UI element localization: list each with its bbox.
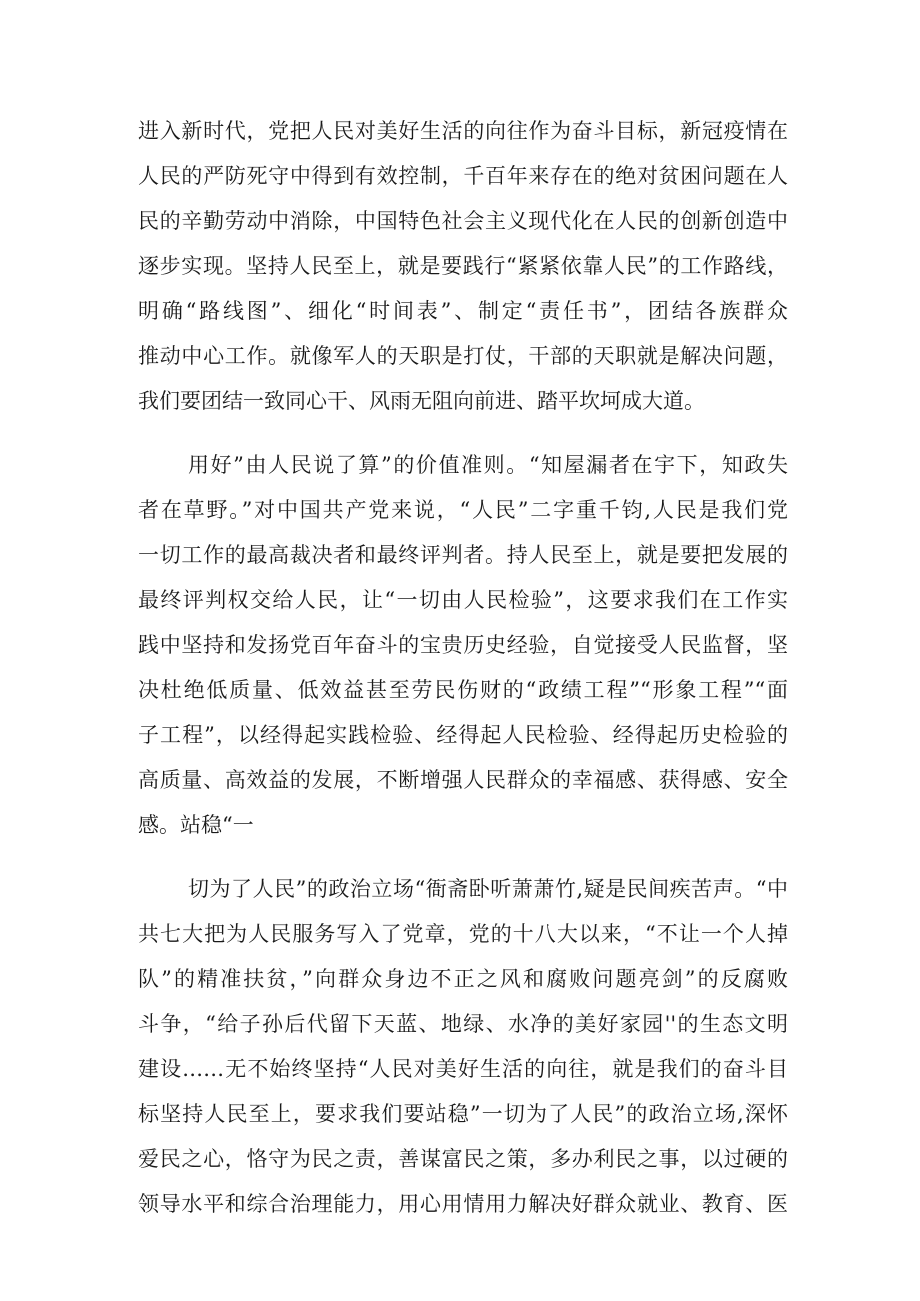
text-line: 斗争，“给子孙后代留下天蓝、地绿、水净的美好家园''的生态文明: [138, 1012, 788, 1036]
text-line: 民的辛勤劳动中消除，中国特色社会主义现代化在人民的创新创造中: [138, 209, 788, 233]
text-line: 切为了人民”的政治立场“衙斋卧听萧萧竹,疑是民间疾苦声。“中: [188, 877, 788, 901]
text-line: 者在草野。”对中国共产党来说，“人民”二字重千钧,人民是我们党: [138, 498, 788, 522]
text-line: 决杜绝低质量、低效益甚至劳民伤财的“政绩工程”“形象工程”“面: [138, 678, 788, 702]
text-line: 建设……无不始终坚持“人民对美好生活的向往，就是我们的奋斗目: [138, 1057, 788, 1081]
text-line: 子工程”，以经得起实践检验、经得起人民检验、经得起历史检验的: [138, 723, 788, 747]
text-line: 高质量、高效益的发展，不断增强人民群众的幸福感、获得感、安全: [138, 768, 788, 792]
text-line: 爱民之心，恪守为民之责，善谋富民之策，多办利民之事，以过硬的: [138, 1147, 788, 1171]
text-line: 人民的严防死守中得到有效控制，千百年来存在的绝对贫困问题在人: [138, 164, 788, 188]
text-line: 标坚持人民至上，要求我们要站稳”一切为了人民”的政治立场,深怀: [138, 1102, 788, 1126]
text-line: 推动中心工作。就像军人的天职是打仗，干部的天职就是解决问题，: [138, 344, 788, 368]
text-line: 最终评判权交给人民，让“一切由人民检验”，这要求我们在工作实: [138, 588, 788, 612]
text-line: 队”的精准扶贫，”向群众身边不正之风和腐败问题亮剑”的反腐败: [138, 967, 788, 991]
text-line: 领导水平和综合治理能力，用心用情用力解决好群众就业、教育、医: [138, 1192, 788, 1216]
text-line: 用好”由人民说了算”的价值准则。“知屋漏者在宇下，知政失: [188, 453, 788, 477]
text-line: 逐步实现。坚持人民至上，就是要践行“紧紧依靠人民”的工作路线，: [138, 254, 788, 278]
text-line: 进入新时代，党把人民对美好生活的向往作为奋斗目标，新冠疫情在: [138, 119, 788, 143]
text-line: 感。站稳“一: [138, 813, 254, 837]
text-line: 共七大把为人民服务写入了党章，党的十八大以来，“不让一个人掉: [138, 922, 788, 946]
text-line: 践中坚持和发扬党百年奋斗的宝贵历史经验，自觉接受人民监督，坚: [138, 633, 788, 657]
text-line: 我们要团结一致同心干、风雨无阻向前进、踏平坎坷成大道。: [138, 389, 705, 413]
text-line: 明确“路线图”、细化“时间表”、制定“责任书”，团结各族群众: [138, 299, 788, 323]
text-line: 一切工作的最高裁决者和最终评判者。持人民至上，就是要把发展的: [138, 543, 788, 567]
